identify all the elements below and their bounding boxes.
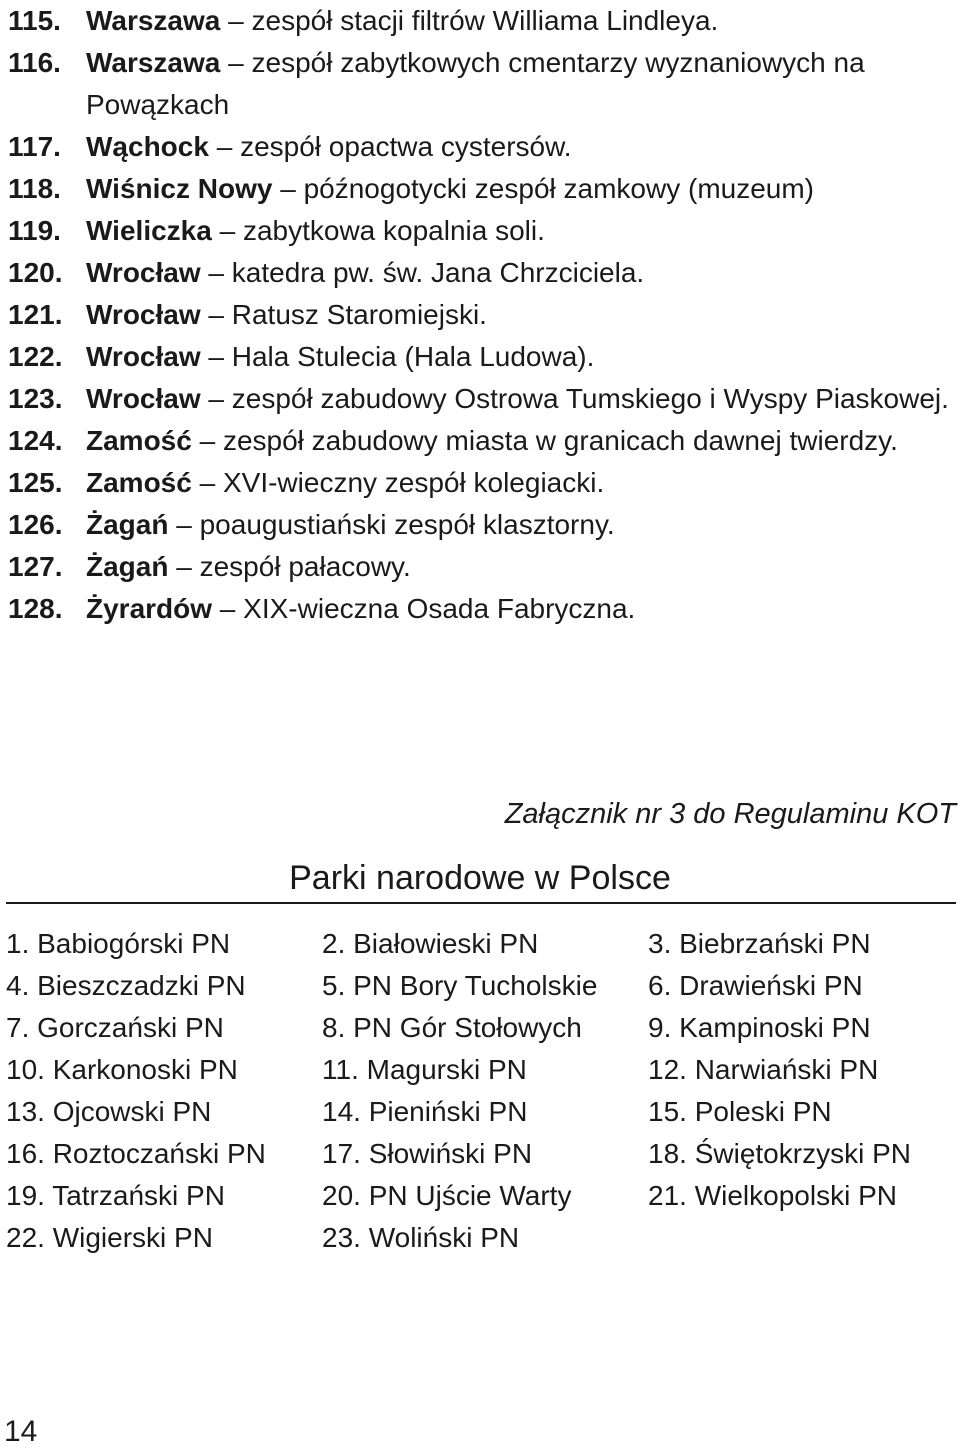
park-entry: 18. Świętokrzyski PN bbox=[648, 1138, 911, 1169]
item-city: Wrocław bbox=[86, 299, 201, 330]
item-description: katedra pw. św. Jana Chrzciciela. bbox=[231, 257, 645, 288]
monument-item bbox=[8, 210, 953, 252]
item-description: zespół zabytkowych cmentarzy wyznaniowych na Powązkach bbox=[86, 47, 865, 120]
item-description: zespół pałacowy. bbox=[199, 551, 411, 582]
page-number: 14 bbox=[4, 1415, 38, 1448]
park-entry: 19. Tatrzański PN bbox=[6, 1180, 225, 1211]
monument-list bbox=[8, 0, 953, 630]
item-city: Wąchock bbox=[86, 131, 209, 162]
monument-item bbox=[8, 42, 953, 126]
park-entry: 3. Biebrzański PN bbox=[648, 928, 871, 959]
monument-item bbox=[8, 546, 953, 588]
item-separator: – bbox=[200, 257, 232, 288]
item-description: zespół stacji filtrów Williama Lindleya. bbox=[251, 5, 719, 36]
item-separator: – bbox=[168, 509, 200, 540]
item-separator: – bbox=[211, 215, 243, 246]
monument-item bbox=[8, 294, 953, 336]
item-number: 118. bbox=[8, 173, 61, 204]
item-separator: – bbox=[168, 551, 200, 582]
monument-item bbox=[8, 168, 953, 210]
item-separator: – bbox=[212, 593, 244, 624]
item-number: 119. bbox=[8, 215, 61, 246]
park-entry: 5. PN Bory Tucholskie bbox=[322, 970, 598, 1001]
monument-item bbox=[8, 0, 953, 42]
item-number: 123. bbox=[8, 383, 63, 414]
park-entry: 17. Słowiński PN bbox=[322, 1138, 533, 1169]
park-entry: 12. Narwiański PN bbox=[648, 1054, 879, 1085]
item-city: Zamość bbox=[86, 425, 192, 456]
item-number: 126. bbox=[8, 509, 63, 540]
national-parks-grid bbox=[6, 923, 956, 1259]
park-entry: 7. Gorczański PN bbox=[6, 1012, 224, 1043]
monument-item bbox=[8, 378, 953, 420]
park-entry: 1. Babiogórski PN bbox=[6, 928, 231, 959]
item-number: 120. bbox=[8, 257, 63, 288]
item-separator: – bbox=[200, 299, 232, 330]
item-number: 117. bbox=[8, 131, 61, 162]
park-entry: 6. Drawieński PN bbox=[648, 970, 863, 1001]
park-entry: 9. Kampinoski PN bbox=[648, 1012, 871, 1043]
item-description: zabytkowa kopalnia soli. bbox=[242, 215, 545, 246]
item-separator: – bbox=[191, 467, 223, 498]
item-separator: – bbox=[220, 5, 252, 36]
item-separator: – bbox=[272, 173, 304, 204]
item-city: Żagań bbox=[86, 551, 169, 582]
park-entry: 20. PN Ujście Warty bbox=[322, 1180, 572, 1211]
item-number: 127. bbox=[8, 551, 63, 582]
attachment-note: Załącznik nr 3 do Regulaminu KOT bbox=[504, 798, 956, 830]
item-description: późnogotycki zespół zamkowy (muzeum) bbox=[303, 173, 815, 204]
park-entry: 2. Białowieski PN bbox=[322, 928, 539, 959]
park-entry: 16. Roztoczański PN bbox=[6, 1138, 266, 1169]
item-number: 124. bbox=[8, 425, 63, 456]
item-description: zespół opactwa cystersów. bbox=[240, 131, 572, 162]
item-separator: – bbox=[191, 425, 223, 456]
title-underline bbox=[6, 902, 956, 904]
monument-item bbox=[8, 462, 953, 504]
item-city: Wieliczka bbox=[86, 215, 212, 246]
item-description: Ratusz Staromiejski. bbox=[231, 299, 487, 330]
item-description: Hala Stulecia (Hala Ludowa). bbox=[231, 341, 595, 372]
item-description: zespół zabudowy miasta w granicach dawnej twierdzy. bbox=[222, 425, 898, 456]
item-city: Wiśnicz Nowy bbox=[86, 173, 273, 204]
section-title: Parki narodowe w Polsce bbox=[289, 859, 671, 897]
item-number: 115. bbox=[8, 5, 61, 36]
item-description: zespół zabudowy Ostrowa Tumskiego i Wyspy Piaskowej. bbox=[231, 383, 949, 414]
item-city: Warszawa bbox=[86, 5, 221, 36]
monument-item bbox=[8, 504, 953, 546]
item-city: Żagań bbox=[86, 509, 169, 540]
park-entry: 14. Pieniński PN bbox=[322, 1096, 528, 1127]
item-description: XVI-wieczny zespół kolegiacki. bbox=[222, 467, 605, 498]
item-city: Zamość bbox=[86, 467, 192, 498]
item-separator: – bbox=[220, 47, 252, 78]
monument-item bbox=[8, 126, 953, 168]
park-entry: 21. Wielkopolski PN bbox=[648, 1180, 897, 1211]
monument-item bbox=[8, 336, 953, 378]
item-city: Wrocław bbox=[86, 257, 201, 288]
park-entry: 4. Bieszczadzki PN bbox=[6, 970, 246, 1001]
monument-item bbox=[8, 420, 953, 462]
park-entry: 15. Poleski PN bbox=[648, 1096, 832, 1127]
park-entry: 11. Magurski PN bbox=[322, 1054, 527, 1085]
item-separator: – bbox=[208, 131, 241, 162]
item-number: 116. bbox=[8, 47, 61, 78]
item-number: 125. bbox=[8, 467, 63, 498]
park-entry: 8. PN Gór Stołowych bbox=[322, 1012, 582, 1043]
item-separator: – bbox=[200, 383, 232, 414]
item-city: Żyrardów bbox=[86, 593, 213, 624]
item-description: poaugustiański zespół klasztorny. bbox=[199, 509, 615, 540]
item-description: XIX-wieczna Osada Fabryczna. bbox=[243, 593, 636, 624]
item-city: Wrocław bbox=[86, 383, 201, 414]
park-entry: 13. Ojcowski PN bbox=[6, 1096, 212, 1127]
item-separator: – bbox=[200, 341, 232, 372]
park-entry: 22. Wigierski PN bbox=[6, 1222, 213, 1253]
monument-item bbox=[8, 252, 953, 294]
item-city: Wrocław bbox=[86, 341, 201, 372]
park-entry: 23. Woliński PN bbox=[322, 1222, 520, 1253]
park-entry: 10. Karkonoski PN bbox=[6, 1054, 238, 1085]
item-number: 121. bbox=[8, 299, 63, 330]
monument-item bbox=[8, 588, 953, 630]
item-number: 122. bbox=[8, 341, 63, 372]
item-city: Warszawa bbox=[86, 47, 221, 78]
item-number: 128. bbox=[8, 593, 63, 624]
